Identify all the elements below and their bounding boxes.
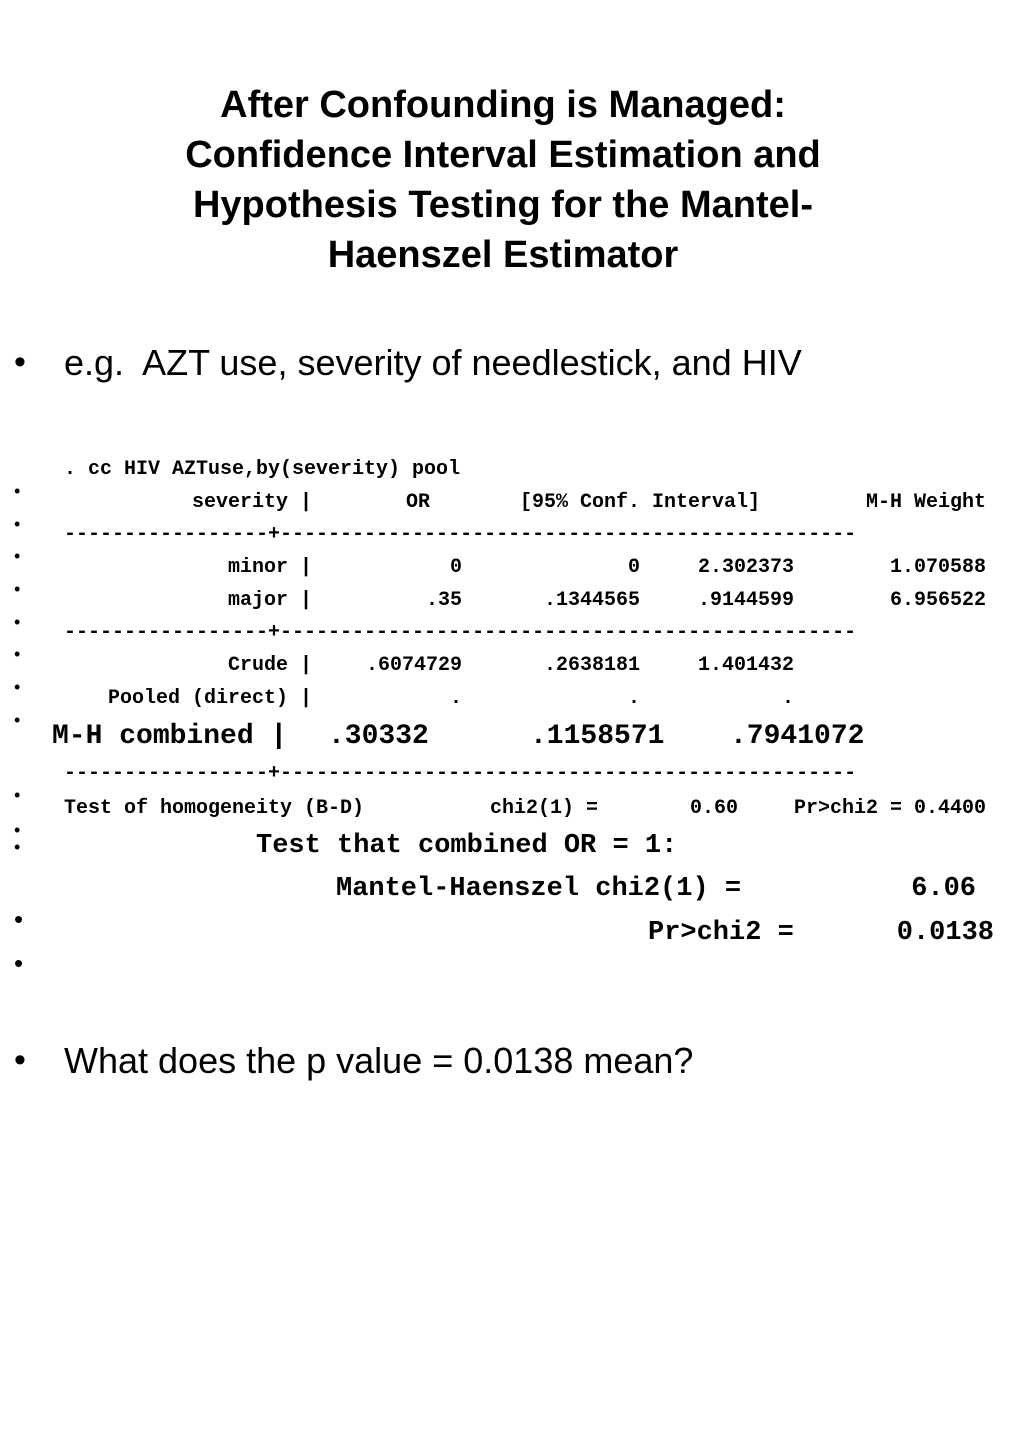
bullet: • — [14, 644, 21, 664]
example-text: e.g. AZT use, severity of needlestick, and HIV — [64, 342, 802, 383]
bullet: • — [14, 820, 21, 840]
row-or: 0 — [449, 556, 462, 579]
pooled-or: . — [449, 687, 462, 710]
crude-row — [0, 654, 1024, 697]
title-line-4: Haenszel Estimator — [327, 234, 679, 276]
mh-combined-label: M-H combined | — [52, 721, 288, 752]
bullet: • — [14, 948, 24, 978]
pooled-row — [0, 687, 1024, 730]
header-weight: M-H Weight — [865, 491, 986, 514]
bullet: • — [14, 612, 21, 632]
bullet: • — [14, 904, 24, 934]
homogeneity-label: Test of homogeneity (B-D) — [64, 797, 365, 820]
row-label: minor | — [227, 556, 312, 579]
title-line-3: Hypothesis Testing for the Mantel- — [192, 184, 813, 226]
table-header — [0, 491, 1024, 534]
header-ci: [95% Conf. Interval] — [520, 491, 761, 514]
p-value: 0.0138 — [896, 918, 994, 948]
table-separator: • -----------------+------------------------------------------------ — [14, 523, 857, 566]
header-or: OR — [406, 491, 431, 514]
pooled-ci-lower: . — [627, 687, 640, 710]
row-or: .35 — [425, 589, 462, 612]
bullet: • — [14, 514, 21, 534]
combined-test-heading: Test that combined OR = 1: — [256, 831, 678, 861]
mh-chi2-value: 6.06 — [911, 874, 976, 904]
row-ci-upper: .9144599 — [697, 589, 794, 612]
crude-label: Crude | — [227, 654, 312, 677]
mh-combined-row — [0, 721, 1024, 755]
row-ci-lower: .1344565 — [543, 589, 640, 612]
slide-title — [0, 80, 1006, 280]
mh-combined-or: .30332 — [328, 721, 429, 752]
question-text: What does the p value = 0.0138 mean? — [64, 1040, 694, 1081]
row-ci-lower: 0 — [627, 556, 640, 579]
crude-ci-upper: 1.401432 — [697, 654, 794, 677]
table-row — [0, 556, 1024, 599]
table-separator: • -----------------+------------------------------------------------ — [14, 762, 857, 805]
command-text: . cc HIV AZTuse,by(severity) pool — [64, 458, 461, 481]
combined-test-heading-row — [0, 831, 1024, 865]
bullet: • — [14, 343, 26, 381]
crude-or: .6074729 — [365, 654, 462, 677]
homogeneity-chi-value: 0.60 — [689, 797, 738, 820]
header-severity: severity | — [191, 491, 312, 514]
bullet: • — [14, 677, 21, 697]
mh-combined-ci-lower: .1158571 — [530, 721, 665, 752]
mh-chi2-label: Mantel-Haenszel chi2(1) = — [336, 874, 742, 904]
command-line — [0, 458, 1024, 501]
row-weight: 1.070588 — [889, 556, 986, 579]
row-weight: 6.956522 — [889, 589, 986, 612]
pooled-ci-upper: . — [781, 687, 794, 710]
bullet: • — [14, 837, 21, 857]
table-row — [0, 589, 1024, 632]
bullet: • — [14, 785, 21, 805]
title-line-1: After Confounding is Managed: — [220, 84, 786, 126]
mh-combined-ci-upper: .7941072 — [730, 721, 865, 752]
p-value-label: Pr>chi2 = — [648, 918, 794, 948]
bullet: • — [14, 546, 21, 566]
title-line-2: Confidence Interval Estimation and — [185, 134, 821, 176]
p-value-row — [0, 918, 1024, 978]
bullet: • — [14, 481, 21, 501]
row-label: major | — [227, 589, 312, 612]
crude-ci-lower: .2638181 — [543, 654, 640, 677]
bullet: • — [14, 579, 21, 599]
homogeneity-p: Pr>chi2 = 0.4400 — [793, 797, 986, 820]
table-separator: • -----------------+------------------------------------------------ — [14, 621, 857, 664]
row-ci-upper: 2.302373 — [697, 556, 794, 579]
bullet: • — [14, 710, 21, 730]
homogeneity-row — [0, 797, 1024, 840]
pooled-label: Pooled (direct) | — [107, 687, 312, 710]
homogeneity-chi-label: chi2(1) = — [490, 797, 599, 820]
bullet: • — [14, 1041, 26, 1079]
